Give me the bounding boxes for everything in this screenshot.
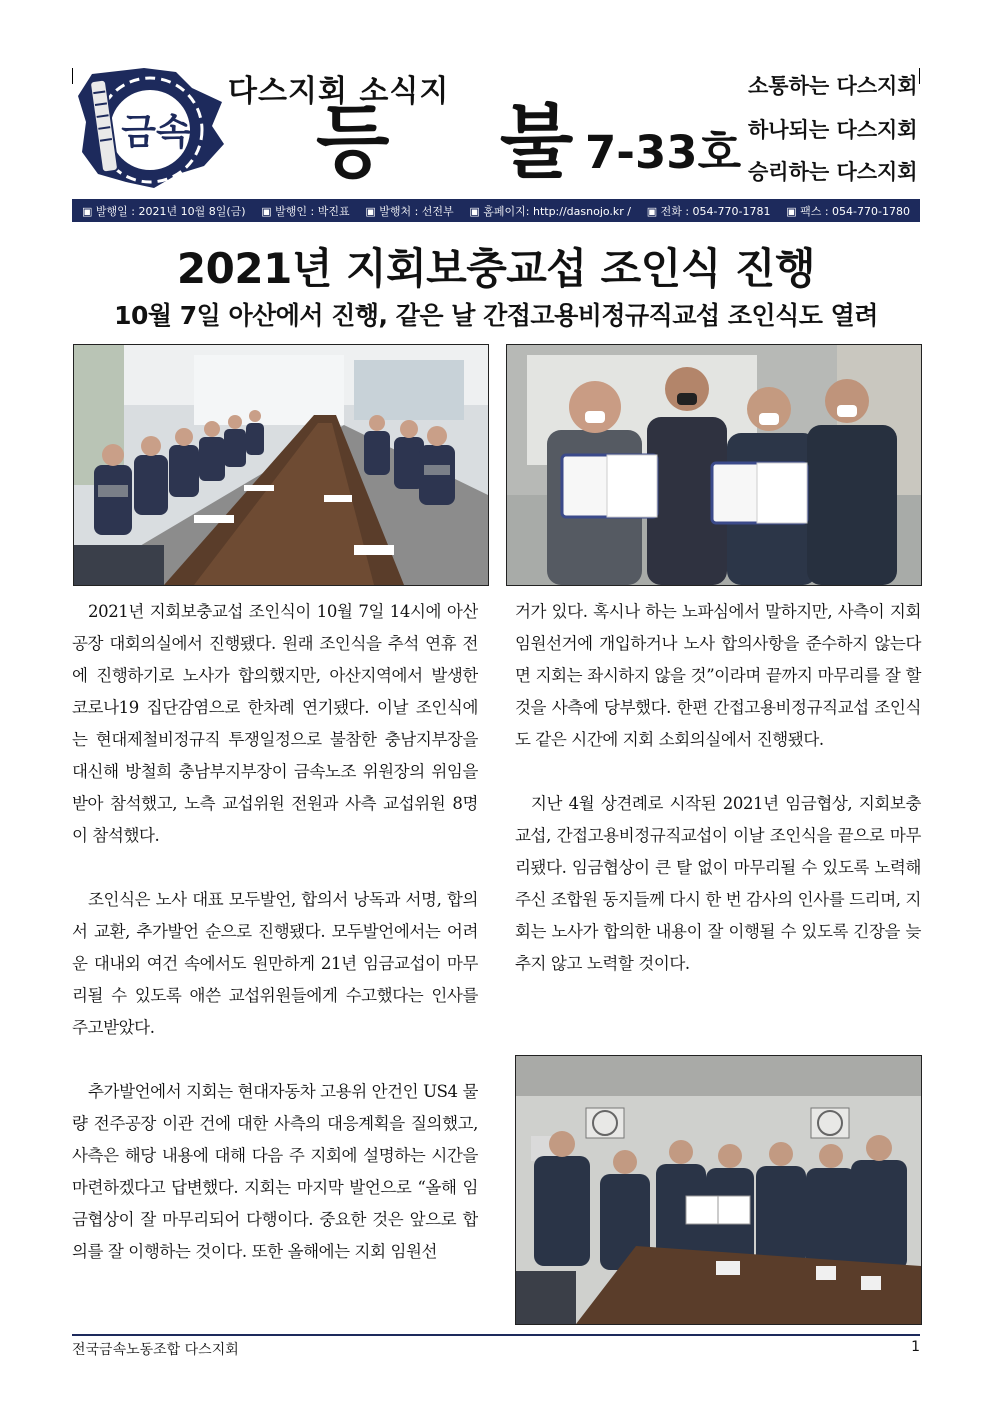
publisher: ▣ 발행인 : 박진표 — [261, 204, 350, 218]
group-photo — [515, 1055, 922, 1325]
article-paragraph: 지난 4월 상견례로 시작된 2021년 임금협상, 지회보충교섭, 간접고용비정규직교섭이 이날 조인식을 끝으로 마무리됐다. 임금협상이 큰 탈 없이 마무리될 수 있도록 노력해주신 조합원 동지들께 다시 한 번 감사의 인사를 드리며, 지회는 노사가 합의한 내용이 잘 이행될 수 있도록 긴장을 늦추지 않고 노력할 것이다. — [515, 794, 921, 973]
slogan: 소통하는 다스지회 — [748, 74, 918, 98]
article-paragraph: 거가 있다. 혹시나 하는 노파심에서 말하지만, 사측이 지회 임원선거에 개입하거나 노사 합의사항을 준수하지 않는다면 지회는 좌시하지 않을 것”이라며 끝까지 마무리를 잘 할 것을 사측에 당부했다. 한편 간접고용비정규직교섭 조인식도 같은 시간에 지회 소회의실에서 진행됐다. — [515, 602, 921, 749]
signing-ceremony-photo — [506, 344, 922, 586]
phone-number: ▣ 전화 : 054-770-1781 — [646, 204, 771, 218]
article-body-left-column — [72, 596, 478, 1332]
page-number: 1 — [911, 1339, 920, 1355]
masthead-name: 등 불 — [316, 94, 616, 189]
publish-date: ▣ 발행일 : 2021년 10월 8일(금) — [82, 204, 246, 218]
union-logo — [72, 62, 228, 192]
article-body-right-column — [515, 596, 921, 980]
meeting-room-photo — [73, 344, 489, 586]
corner-mark — [919, 68, 920, 84]
footer-organization: 전국금속노동조합 다스지회 — [72, 1342, 239, 1358]
fax-number: ▣ 팩스 : 054-770-1780 — [786, 204, 910, 218]
headline: 2021년 지회보충교섭 조인식 진행 — [176, 244, 816, 293]
footer-divider — [72, 1334, 920, 1336]
masthead-subtitle: 다스지회 소식지 — [228, 74, 450, 109]
publishing-office: ▣ 발행처 : 선전부 — [365, 204, 454, 218]
article-paragraph: 추가발언에서 지회는 현대자동차 고용위 안건인 US4 물량 전주공장 이관 건에 대한 사측의 대응계획을 질의했고, 사측은 해당 내용에 대해 다음 주 지회에 설명하는 시간을 마련하겠다고 답변했다. 지회는 마지막 발언으로 “올해 임금협상이 잘 마무리되어 다행이다. 중요한 것은 앞으로 합의를 잘 이행하는 것이다. 또한 올해에는 지회 임원선 — [72, 1082, 478, 1261]
article-paragraph: 2021년 지회보충교섭 조인식이 10월 7일 14시에 아산공장 대회의실에서 진행됐다. 원래 조인식을 추석 연휴 전에 진행하기로 노사가 합의했지만, 아산지역에서 발생한 코로나19 집단감염으로 한차례 연기됐다. 이날 조인식에는 현대제철비정규직 투쟁일정으로 불참한 충남지부장을 대신해 방철희 충남부지부장이 금속노조 위원장의 위임을 받아 참석했고, 노측 교섭위원 전원과 사측 교섭위원 8명이 참석했다. — [72, 602, 478, 845]
slogan: 승리하는 다스지회 — [748, 160, 918, 184]
issue-number: 7-33호 — [585, 126, 742, 179]
svg-text:금속: 금속 — [121, 112, 191, 153]
article-paragraph: 조인식은 노사 대표 모두발언, 합의서 낭독과 서명, 합의서 교환, 추가발언 순으로 진행됐다. 모두발언에서는 어려운 대내외 여건 속에서도 원만하게 21년 임금교섭이 마무리될 수 있도록 애쓴 교섭위원들에게 수고했다는 인사를 주고받았다. — [72, 890, 478, 1037]
homepage-link[interactable]: ▣ 홈페이지: http://dasnojo.kr / — [469, 204, 632, 218]
subheadline: 10월 7일 아산에서 진행, 같은 날 간접고용비정규직교섭 조인식도 열려 — [114, 301, 878, 330]
slogan: 하나되는 다스지회 — [748, 118, 918, 142]
publication-info-bar — [72, 199, 920, 222]
